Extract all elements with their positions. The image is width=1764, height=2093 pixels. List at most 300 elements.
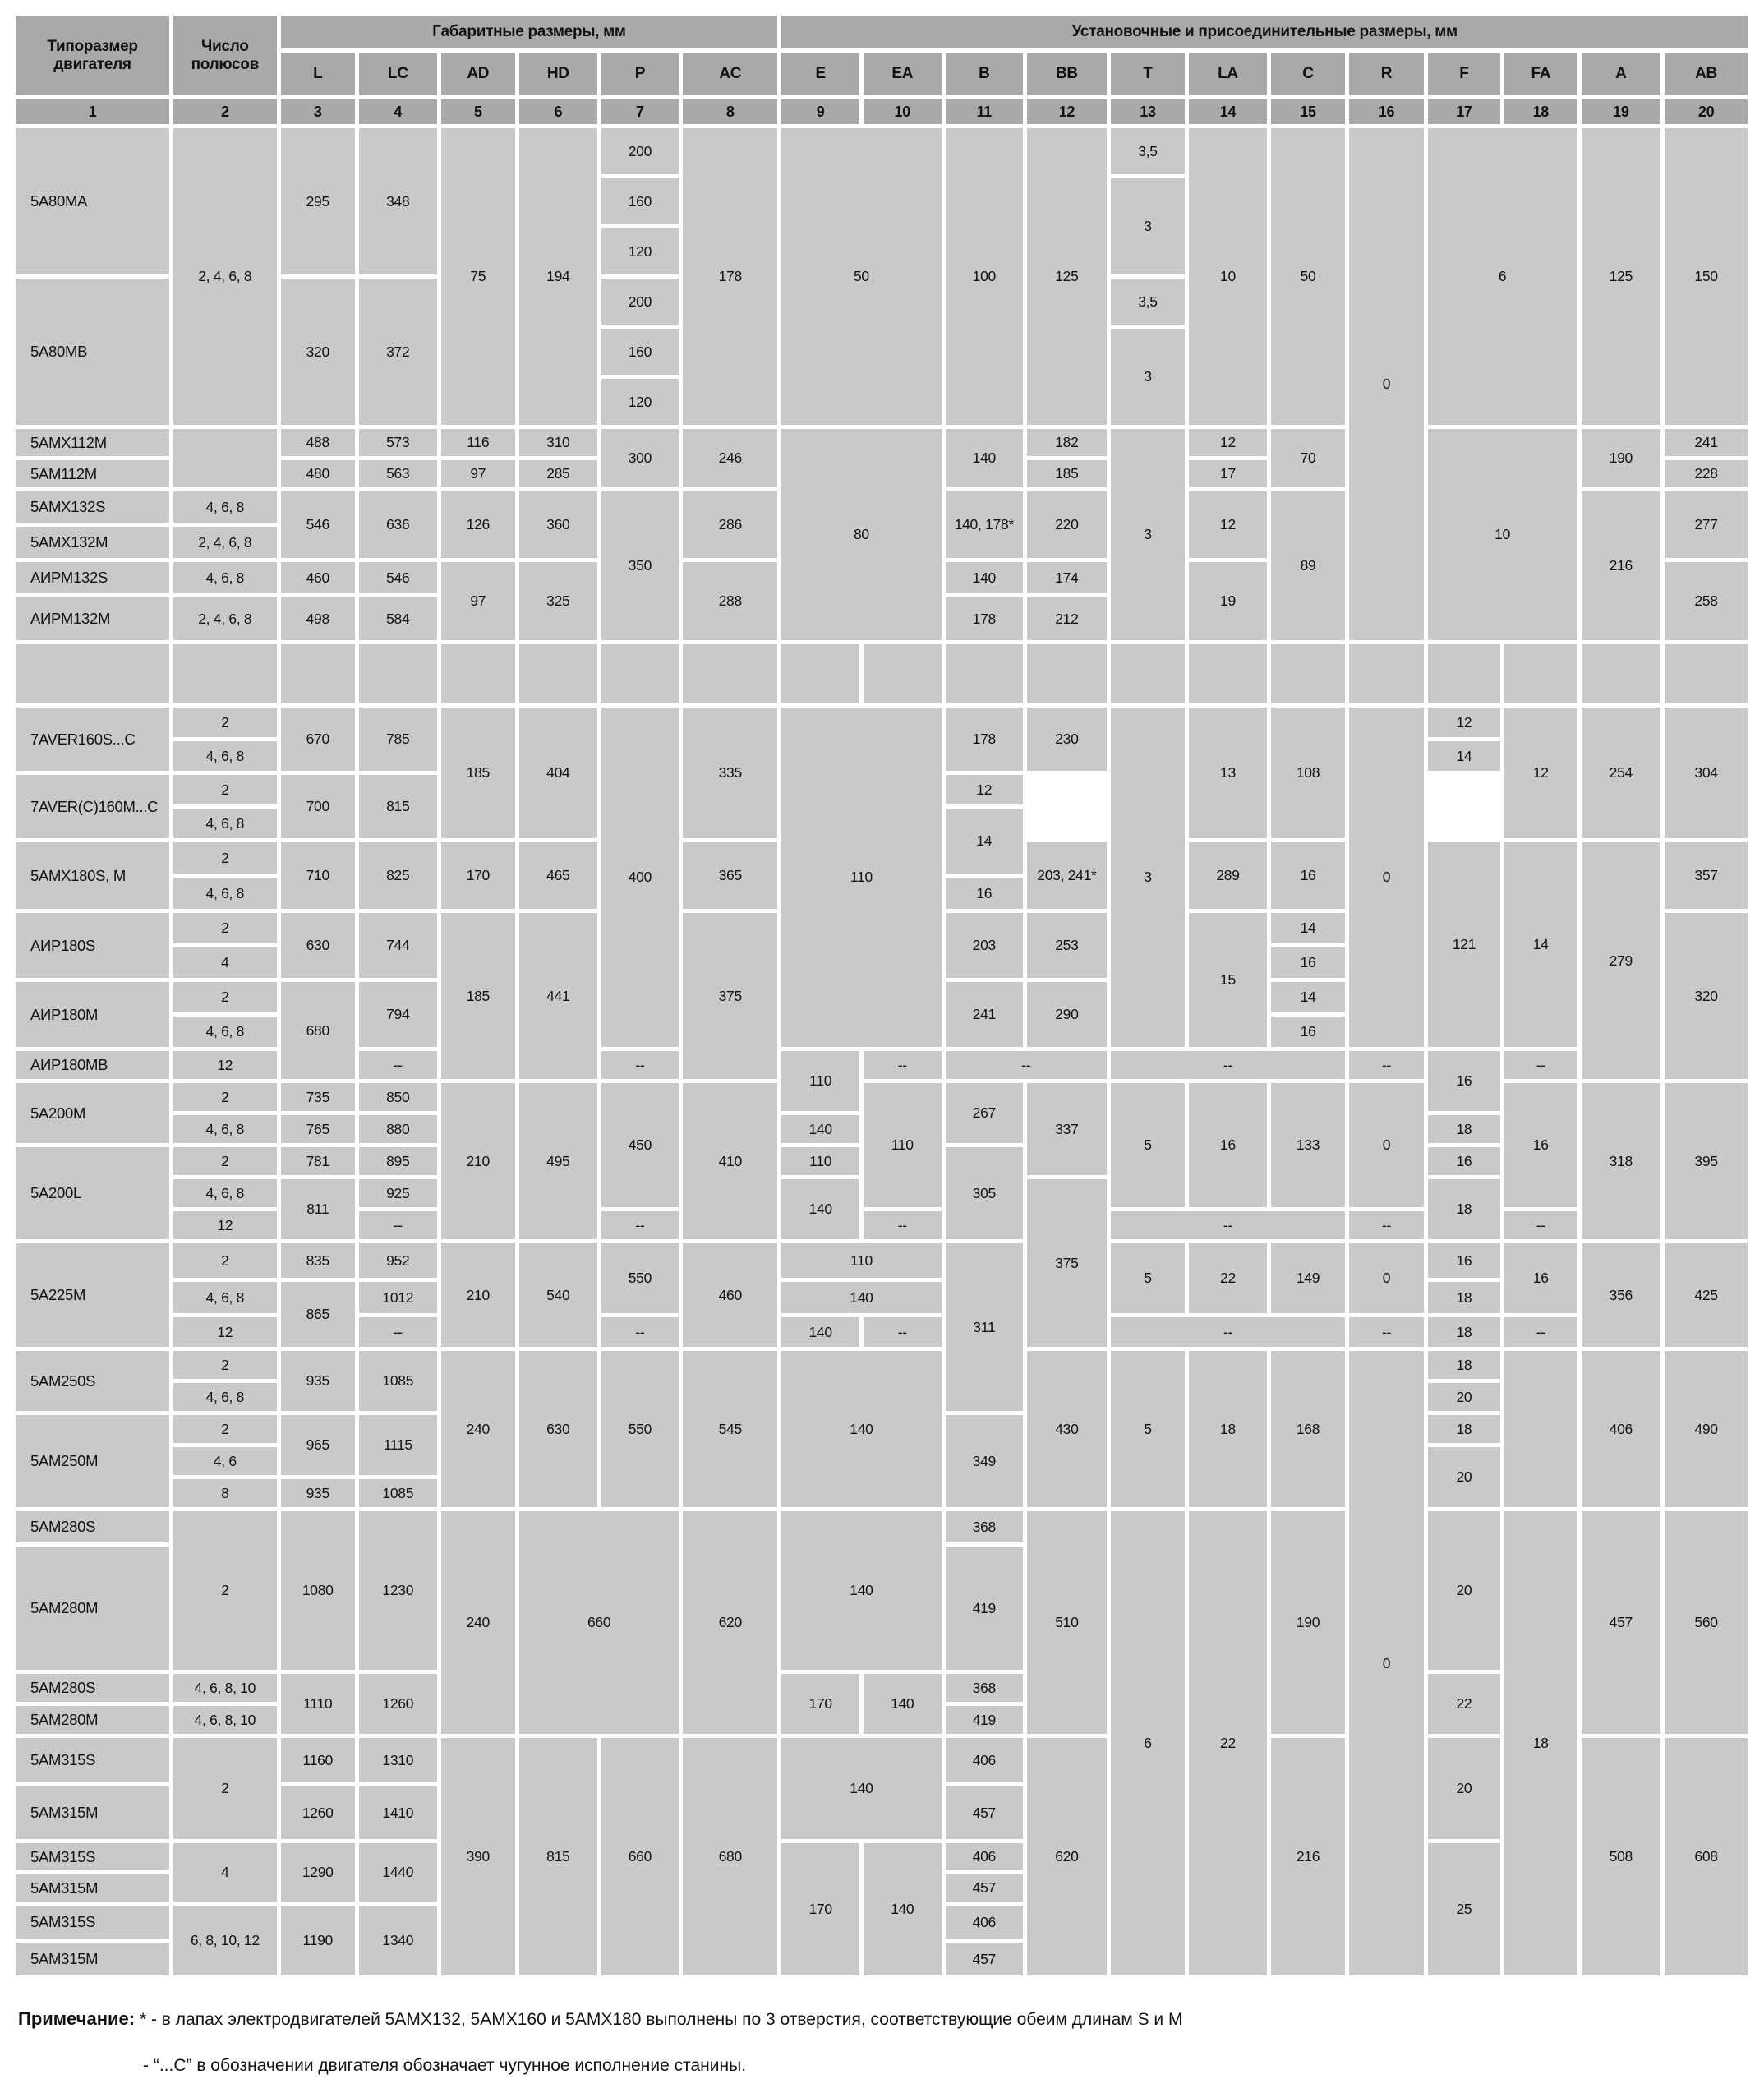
value-cell: 337 xyxy=(1027,1083,1107,1175)
value-cell: 133 xyxy=(1271,1083,1345,1207)
value-cell: 97 xyxy=(441,562,515,640)
value-cell: 636 xyxy=(359,491,437,558)
value-cell: 3 xyxy=(1111,178,1185,274)
value-cell: 390 xyxy=(441,1738,515,1975)
value-cell: 4, 6, 8 xyxy=(173,741,276,771)
value-cell: 10 xyxy=(1189,128,1267,425)
value-cell: 12 xyxy=(173,1051,276,1079)
col-header-fa: FA xyxy=(1504,53,1577,95)
value-cell: 14 xyxy=(1271,982,1345,1012)
value-cell: 480 xyxy=(281,460,355,487)
value-cell: 1260 xyxy=(281,1786,355,1839)
value-cell: 126 xyxy=(441,491,515,558)
value-cell: 1410 xyxy=(359,1786,437,1839)
value-cell: 210 xyxy=(441,1243,515,1347)
value-cell: 4, 6, 8 xyxy=(173,491,276,523)
value-cell: 170 xyxy=(441,842,515,909)
value-cell: 460 xyxy=(683,1243,777,1347)
value-cell: 18 xyxy=(1428,1317,1500,1347)
value-cell: 22 xyxy=(1428,1674,1500,1734)
value-cell: 178 xyxy=(946,708,1024,771)
dimensions-table xyxy=(12,12,1752,1980)
value-cell: 203, 241* xyxy=(1027,842,1107,909)
table-row xyxy=(16,1051,1748,1079)
value-cell: 285 xyxy=(519,460,597,487)
value-cell: 241 xyxy=(946,982,1024,1047)
value-cell: 12 xyxy=(173,1211,276,1239)
motor-name-cell: 5АМ315S xyxy=(16,1738,169,1782)
value-cell: 573 xyxy=(359,429,437,456)
value-cell: -- xyxy=(864,1211,942,1239)
value-cell: 16 xyxy=(1428,1147,1500,1175)
footnote-text-1: * - в лапах электродвигателей 5АМХ132, 5АМХ160 и 5АМХ180 выполнены по 3 отверстия, соответствующие обеим длинам S и М xyxy=(139,2010,1183,2029)
value-cell: 18 xyxy=(1428,1115,1500,1143)
value-cell: 419 xyxy=(946,1547,1024,1670)
value-cell: 710 xyxy=(281,842,355,909)
value-cell: -- xyxy=(864,1051,942,1079)
value-cell: 295 xyxy=(281,128,355,274)
value-cell: 19 xyxy=(1189,562,1267,640)
empty-cell xyxy=(441,644,515,703)
col-header-ea: EA xyxy=(864,53,942,95)
value-cell: 125 xyxy=(1582,128,1661,425)
value-cell: 2 xyxy=(173,913,276,943)
value-cell: 488 xyxy=(281,429,355,456)
table-row xyxy=(16,1243,1748,1278)
value-cell: 140, 178* xyxy=(946,491,1024,558)
value-cell: 4, 6, 8 xyxy=(173,809,276,838)
value-cell: 895 xyxy=(359,1147,437,1175)
value-cell: 430 xyxy=(1027,1351,1107,1507)
value-cell: -- xyxy=(1504,1211,1577,1239)
value-cell: 12 xyxy=(1189,429,1267,456)
table-row xyxy=(16,429,1748,456)
value-cell: 375 xyxy=(683,913,777,1079)
value-cell: 120 xyxy=(601,228,679,274)
motor-name-cell: 5АМ315S xyxy=(16,1906,169,1939)
value-cell: 18 xyxy=(1189,1351,1267,1507)
value-cell: 660 xyxy=(601,1738,679,1975)
value-cell: 25 xyxy=(1428,1843,1500,1975)
motor-name-cell: 5АМ112М xyxy=(16,460,169,487)
value-cell: 14 xyxy=(1504,842,1577,1047)
col-number-3: 3 xyxy=(281,99,355,124)
value-cell: 2 xyxy=(173,1243,276,1278)
value-cell: 22 xyxy=(1189,1511,1267,1975)
value-cell: 406 xyxy=(1582,1351,1661,1507)
value-cell: 0 xyxy=(1349,1351,1423,1975)
value-cell: 149 xyxy=(1271,1243,1345,1313)
motor-name-cell: 5А200М xyxy=(16,1083,169,1143)
empty-cell xyxy=(359,644,437,703)
value-cell: -- xyxy=(946,1051,1107,1079)
col-header-p: P xyxy=(601,53,679,95)
value-cell: 220 xyxy=(1027,491,1107,558)
value-cell: 289 xyxy=(1189,842,1267,909)
value-cell: 140 xyxy=(781,1351,941,1507)
value-cell: -- xyxy=(601,1317,679,1347)
value-cell: 194 xyxy=(519,128,597,425)
value-cell: 457 xyxy=(1582,1511,1661,1734)
table-row xyxy=(16,128,1748,174)
value-cell: 267 xyxy=(946,1083,1024,1143)
value-cell: 1115 xyxy=(359,1415,437,1475)
value-cell: 510 xyxy=(1027,1511,1107,1734)
empty-cell xyxy=(16,644,169,703)
value-cell: 546 xyxy=(359,562,437,593)
value-cell: 406 xyxy=(946,1906,1024,1939)
value-cell: 441 xyxy=(519,913,597,1079)
value-cell: 498 xyxy=(281,597,355,640)
value-cell: 815 xyxy=(519,1738,597,1975)
value-cell: -- xyxy=(864,1317,942,1347)
motor-name-cell: 7AVER160S...C xyxy=(16,708,169,771)
value-cell: 12 xyxy=(1428,708,1500,737)
value-cell: 110 xyxy=(864,1083,942,1207)
value-cell: -- xyxy=(1111,1317,1346,1347)
motor-name-cell: 5А225М xyxy=(16,1243,169,1347)
value-cell: 22 xyxy=(1189,1243,1267,1313)
col-header-l: L xyxy=(281,53,355,95)
value-cell: 744 xyxy=(359,913,437,978)
value-cell: 865 xyxy=(281,1282,355,1347)
value-cell: 372 xyxy=(359,279,437,425)
value-cell: 318 xyxy=(1582,1083,1661,1239)
value-cell: 16 xyxy=(1271,947,1345,978)
value-cell: 794 xyxy=(359,982,437,1047)
value-cell: 16 xyxy=(946,878,1024,909)
value-cell: -- xyxy=(359,1211,437,1239)
value-cell: 230 xyxy=(1027,708,1107,771)
value-cell: 2 xyxy=(173,1511,276,1670)
value-cell: 660 xyxy=(519,1511,679,1734)
value-cell: 1260 xyxy=(359,1674,437,1734)
value-cell: 3 xyxy=(1111,708,1185,1047)
value-cell: 368 xyxy=(946,1674,1024,1702)
value-cell: 80 xyxy=(781,429,941,640)
value-cell: 100 xyxy=(946,128,1024,425)
table-body xyxy=(16,128,1748,1975)
col-header-r: R xyxy=(1349,53,1423,95)
value-cell: 935 xyxy=(281,1351,355,1411)
col-header-lc: LC xyxy=(359,53,437,95)
motor-name-cell: 5АМ315S xyxy=(16,1843,169,1870)
value-cell: 168 xyxy=(1271,1351,1345,1507)
value-cell: 300 xyxy=(601,429,679,487)
value-cell: 6, 8, 10, 12 xyxy=(173,1906,276,1975)
empty-cell xyxy=(173,644,276,703)
value-cell: 240 xyxy=(441,1351,515,1507)
value-cell: 360 xyxy=(519,491,597,558)
value-cell: 1290 xyxy=(281,1843,355,1902)
value-cell: 12 xyxy=(1504,708,1577,838)
motor-name-cell: АИР180МВ xyxy=(16,1051,169,1079)
table-row xyxy=(16,708,1748,737)
value-cell: 457 xyxy=(946,1943,1024,1975)
col-number-17: 17 xyxy=(1428,99,1500,124)
table-row xyxy=(16,644,1748,703)
col-header-ad: AD xyxy=(441,53,515,95)
value-cell: 450 xyxy=(601,1083,679,1207)
col-number-11: 11 xyxy=(946,99,1024,124)
value-cell: 108 xyxy=(1271,708,1345,838)
value-cell: 680 xyxy=(281,982,355,1079)
value-cell: 4, 6, 8 xyxy=(173,562,276,593)
col-header-f: F xyxy=(1428,53,1500,95)
value-cell: 4 xyxy=(173,947,276,978)
motor-name-cell: АИР180S xyxy=(16,913,169,978)
value-cell: 185 xyxy=(1027,460,1107,487)
col-header-a: A xyxy=(1582,53,1661,95)
value-cell: 20 xyxy=(1428,1511,1500,1670)
value-cell: 815 xyxy=(359,775,437,838)
value-cell: 2 xyxy=(173,982,276,1012)
motor-name-cell: АИРМ132S xyxy=(16,562,169,593)
value-cell: 2 xyxy=(173,775,276,804)
value-cell: 4, 6 xyxy=(173,1447,276,1475)
value-cell: 1085 xyxy=(359,1351,437,1411)
value-cell: 140 xyxy=(781,1511,941,1670)
value-cell: 160 xyxy=(601,178,679,224)
value-cell: 305 xyxy=(946,1147,1024,1239)
value-cell: 765 xyxy=(281,1115,355,1143)
value-cell: -- xyxy=(1504,1051,1577,1079)
value-cell: 550 xyxy=(601,1243,679,1313)
col-number-18: 18 xyxy=(1504,99,1577,124)
value-cell: 70 xyxy=(1271,429,1345,487)
value-cell: 325 xyxy=(519,562,597,640)
value-cell: 212 xyxy=(1027,597,1107,640)
empty-cell xyxy=(1271,644,1345,703)
value-cell: 18 xyxy=(1428,1282,1500,1313)
value-cell: 20 xyxy=(1428,1383,1500,1411)
motor-name-cell: 5АМ280М xyxy=(16,1547,169,1670)
value-cell: 630 xyxy=(519,1351,597,1507)
col-header-b: B xyxy=(946,53,1024,95)
empty-cell xyxy=(519,644,597,703)
value-cell: 2 xyxy=(173,1415,276,1443)
value-cell: 965 xyxy=(281,1415,355,1475)
value-cell: 16 xyxy=(1504,1243,1577,1313)
value-cell: 4, 6, 8 xyxy=(173,1017,276,1047)
value-cell: 12 xyxy=(173,1317,276,1347)
value-cell: 8 xyxy=(173,1479,276,1507)
value-cell: 546 xyxy=(281,491,355,558)
col-number-10: 10 xyxy=(864,99,942,124)
value-cell: 508 xyxy=(1582,1738,1661,1975)
col-header-bb: BB xyxy=(1027,53,1107,95)
value-cell: 584 xyxy=(359,597,437,640)
value-cell: -- xyxy=(359,1051,437,1079)
value-cell: 1080 xyxy=(281,1511,355,1670)
value-cell: 785 xyxy=(359,708,437,771)
col-number-12: 12 xyxy=(1027,99,1107,124)
motor-name-cell: 5АМХ132М xyxy=(16,527,169,558)
col-header-e: E xyxy=(781,53,859,95)
value-cell: 395 xyxy=(1665,1083,1748,1239)
value-cell: 406 xyxy=(946,1843,1024,1870)
motor-name-cell: 7AVER(C)160M...C xyxy=(16,775,169,838)
value-cell: 952 xyxy=(359,1243,437,1278)
value-cell: 0 xyxy=(1349,708,1423,1047)
value-cell: 125 xyxy=(1027,128,1107,425)
value-cell: 781 xyxy=(281,1147,355,1175)
value-cell: 3 xyxy=(1111,329,1185,425)
value-cell: 1340 xyxy=(359,1906,437,1975)
value-cell: 110 xyxy=(781,1147,859,1175)
value-cell: 2 xyxy=(173,1351,276,1379)
value-cell: 0 xyxy=(1349,1083,1423,1207)
value-cell: 174 xyxy=(1027,562,1107,593)
empty-cell xyxy=(1504,1351,1577,1507)
table-header xyxy=(16,16,1748,124)
footnote-text-2: - “...С” в обозначении двигателя обозначает чугунное исполнение станины. xyxy=(143,2055,747,2075)
motor-name-cell: АИРМ132М xyxy=(16,597,169,640)
col-number-9: 9 xyxy=(781,99,859,124)
motor-name-cell: 5А200L xyxy=(16,1147,169,1239)
value-cell: -- xyxy=(1349,1051,1423,1079)
footnote xyxy=(12,2008,1756,2077)
value-cell: 357 xyxy=(1665,842,1748,909)
value-cell: 700 xyxy=(281,775,355,838)
value-cell: 16 xyxy=(1189,1083,1267,1207)
value-cell: -- xyxy=(1111,1051,1346,1079)
col-number-5: 5 xyxy=(441,99,515,124)
value-cell: 6 xyxy=(1111,1511,1185,1975)
group-header-mounting: Установочные и присоединительные размеры, мм xyxy=(781,16,1748,48)
col-number-7: 7 xyxy=(601,99,679,124)
col-header-hd: HD xyxy=(519,53,597,95)
value-cell: 279 xyxy=(1582,842,1661,1079)
value-cell: 1190 xyxy=(281,1906,355,1975)
value-cell: 5 xyxy=(1111,1243,1185,1313)
group-header-overall: Габаритные размеры, мм xyxy=(281,16,778,48)
table-row xyxy=(16,1351,1748,1379)
table-row xyxy=(16,1511,1748,1542)
value-cell: 140 xyxy=(946,562,1024,593)
value-cell: 10 xyxy=(1428,429,1577,640)
col-number-20: 20 xyxy=(1665,99,1748,124)
value-cell: 4, 6, 8 xyxy=(173,1383,276,1411)
empty-cell xyxy=(173,429,276,487)
value-cell: 140 xyxy=(781,1282,941,1313)
value-cell: 110 xyxy=(781,708,941,1047)
col-number-2: 2 xyxy=(173,99,276,124)
empty-cell xyxy=(281,644,355,703)
value-cell: 190 xyxy=(1271,1511,1345,1734)
value-cell: 16 xyxy=(1271,1017,1345,1047)
value-cell: 560 xyxy=(1665,1511,1748,1734)
value-cell: 1110 xyxy=(281,1674,355,1734)
value-cell: 368 xyxy=(946,1511,1024,1542)
col-number-4: 4 xyxy=(359,99,437,124)
value-cell: 14 xyxy=(1428,741,1500,771)
col-header-t: T xyxy=(1111,53,1185,95)
value-cell: 811 xyxy=(281,1179,355,1239)
value-cell: 16 xyxy=(1271,842,1345,909)
value-cell: 14 xyxy=(946,809,1024,874)
value-cell: 121 xyxy=(1428,842,1500,1047)
value-cell: 210 xyxy=(441,1083,515,1239)
value-cell: 4, 6, 8 xyxy=(173,1115,276,1143)
value-cell: 2 xyxy=(173,1147,276,1175)
value-cell: 4, 6, 8 xyxy=(173,878,276,909)
value-cell: 216 xyxy=(1271,1738,1345,1975)
empty-cell xyxy=(1027,644,1107,703)
value-cell: 286 xyxy=(683,491,777,558)
value-cell: 140 xyxy=(781,1115,859,1143)
value-cell: 110 xyxy=(781,1051,859,1111)
col-number-14: 14 xyxy=(1189,99,1267,124)
value-cell: 200 xyxy=(601,128,679,174)
empty-cell xyxy=(683,644,777,703)
value-cell: 140 xyxy=(781,1179,859,1239)
value-cell: 2 xyxy=(173,842,276,874)
value-cell: 835 xyxy=(281,1243,355,1278)
value-cell: 1440 xyxy=(359,1843,437,1902)
col-number-16: 16 xyxy=(1349,99,1423,124)
col-number-6: 6 xyxy=(519,99,597,124)
empty-cell xyxy=(1111,644,1185,703)
value-cell: 4, 6, 8, 10 xyxy=(173,1706,276,1734)
value-cell: 4 xyxy=(173,1843,276,1902)
value-cell: 15 xyxy=(1189,913,1267,1047)
value-cell: 18 xyxy=(1504,1511,1577,1975)
value-cell: 16 xyxy=(1428,1051,1500,1111)
value-cell: 0 xyxy=(1349,1243,1423,1313)
motor-name-cell: 5АМ280S xyxy=(16,1674,169,1702)
value-cell: 228 xyxy=(1665,460,1748,487)
motor-name-cell: 5АМ280S xyxy=(16,1511,169,1542)
value-cell: 185 xyxy=(441,913,515,1079)
value-cell: 140 xyxy=(864,1843,942,1975)
value-cell: 2, 4, 6, 8 xyxy=(173,527,276,558)
motor-name-cell: 5АМ315М xyxy=(16,1786,169,1839)
value-cell: -- xyxy=(1111,1211,1346,1239)
value-cell: 365 xyxy=(683,842,777,909)
value-cell: 6 xyxy=(1428,128,1577,425)
motor-name-cell: 5АМХ132S xyxy=(16,491,169,523)
motor-name-cell: АИР180М xyxy=(16,982,169,1047)
value-cell: 1310 xyxy=(359,1738,437,1782)
value-cell: 2, 4, 6, 8 xyxy=(173,597,276,640)
table-row xyxy=(16,1843,1748,1870)
value-cell: 2, 4, 6, 8 xyxy=(173,128,276,425)
value-cell: 540 xyxy=(519,1243,597,1347)
value-cell: 2 xyxy=(173,1738,276,1839)
motor-name-cell: 5АМ250S xyxy=(16,1351,169,1411)
value-cell: 2 xyxy=(173,708,276,737)
value-cell: 348 xyxy=(359,128,437,274)
value-cell: 0 xyxy=(1349,128,1423,640)
value-cell: 17 xyxy=(1189,460,1267,487)
value-cell: 410 xyxy=(683,1083,777,1239)
empty-cell xyxy=(1189,644,1267,703)
value-cell: -- xyxy=(1349,1317,1423,1347)
value-cell: 12 xyxy=(946,775,1024,804)
value-cell: 89 xyxy=(1271,491,1345,640)
value-cell: 200 xyxy=(601,279,679,325)
value-cell: 425 xyxy=(1665,1243,1748,1347)
value-cell: 170 xyxy=(781,1674,859,1734)
motor-name-cell: 5АМ315М xyxy=(16,1874,169,1902)
value-cell: 277 xyxy=(1665,491,1748,558)
value-cell: 335 xyxy=(683,708,777,838)
value-cell: 419 xyxy=(946,1706,1024,1734)
value-cell: 3,5 xyxy=(1111,279,1185,325)
value-cell: -- xyxy=(359,1317,437,1347)
value-cell: 620 xyxy=(1027,1738,1107,1975)
